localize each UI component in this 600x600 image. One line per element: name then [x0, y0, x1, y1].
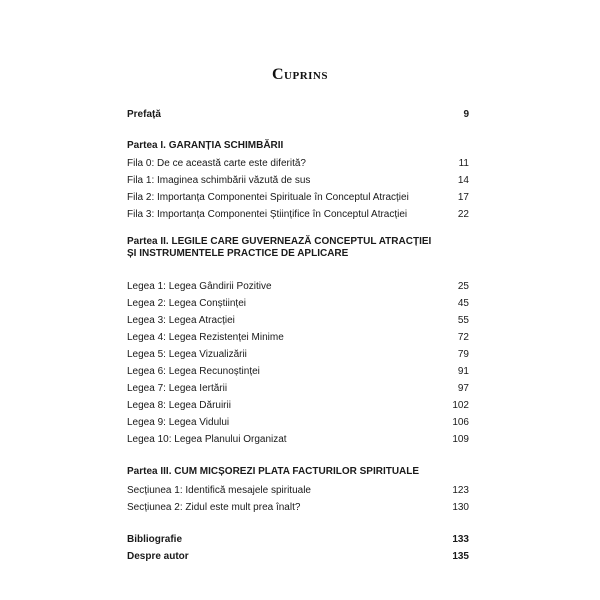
toc-entry-label: Fila 2: Importanța Componentei Spirituale în Conceptul Atracției — [127, 192, 409, 203]
toc-entry-label: Fila 0: De ce această carte este diferită? — [127, 158, 306, 169]
toc-entry-label: Prefață — [127, 109, 161, 120]
part-2-heading-line2: ȘI INSTRUMENTELE PRACTICE DE APLICARE — [127, 248, 349, 259]
toc-entry-label: Legea 5: Legea Vizualizării — [127, 349, 247, 360]
toc-entry-label: Legea 1: Legea Gândirii Pozitive — [127, 281, 272, 292]
toc-entry-page: 55 — [457, 315, 469, 326]
toc-entry-page: 133 — [452, 534, 469, 545]
toc-entry-page: 14 — [457, 175, 469, 186]
toc-entry-label: Fila 1: Imaginea schimbării văzută de sus — [127, 175, 311, 186]
toc-entry[interactable] — [127, 208, 469, 221]
toc-entry[interactable] — [127, 484, 469, 497]
toc-entry-page: 79 — [457, 349, 469, 360]
toc-entry[interactable] — [127, 365, 469, 378]
toc-entry[interactable] — [127, 416, 469, 429]
toc-entry-page: 45 — [457, 298, 469, 309]
toc-entry-preface[interactable] — [127, 108, 469, 121]
toc-entry-page: 11 — [458, 158, 469, 169]
toc-entry[interactable] — [127, 382, 469, 395]
toc-entry-page: 106 — [452, 417, 469, 428]
part-1-heading[interactable] — [127, 140, 469, 152]
toc-entry[interactable] — [127, 501, 469, 514]
toc-entry-label: Legea 6: Legea Recunoștinței — [127, 366, 260, 377]
toc-entry-page: 72 — [457, 332, 469, 343]
toc-entry-label: Despre autor — [127, 551, 189, 562]
toc-entry-page: 97 — [457, 383, 469, 394]
toc-entry[interactable] — [127, 157, 469, 170]
part-1-heading-text: Partea I. GARANȚIA SCHIMBĂRII — [127, 140, 284, 151]
toc-entry[interactable] — [127, 433, 469, 446]
toc-entry-page: 9 — [463, 109, 469, 120]
toc-entry-label: Secțiunea 1: Identifică mesajele spirituale — [127, 485, 311, 496]
part-2-heading-line1: Partea II. LEGILE CARE GUVERNEAZĂ CONCEPTUL ATRACȚIEI — [127, 236, 432, 247]
part-3-heading[interactable] — [127, 466, 469, 478]
toc-entry[interactable] — [127, 348, 469, 361]
toc-entry-page: 91 — [457, 366, 469, 377]
toc-entry-label: Bibliografie — [127, 534, 183, 545]
toc-entry-label: Legea 7: Legea Iertării — [127, 383, 228, 394]
part-2-heading[interactable] — [127, 236, 469, 260]
toc-entry-label: Legea 10: Legea Planului Organizat — [127, 434, 287, 445]
toc-entry[interactable] — [127, 399, 469, 412]
toc-entry-page: 102 — [452, 400, 469, 411]
toc-entry-label: Secțiunea 2: Zidul este mult prea înalt? — [127, 502, 301, 513]
toc-entry[interactable] — [127, 280, 469, 293]
toc-entry[interactable] — [127, 191, 469, 204]
toc-entry[interactable] — [127, 331, 469, 344]
toc-entry-page: 123 — [452, 485, 469, 496]
toc-entry-page: 109 — [452, 434, 469, 445]
toc-entry-page: 130 — [452, 502, 469, 513]
toc-entry-page: 135 — [452, 551, 469, 562]
toc-entry[interactable] — [127, 314, 469, 327]
toc-entry-bibliography[interactable] — [127, 533, 469, 546]
toc-entry-label: Legea 9: Legea Vidului — [127, 417, 230, 428]
toc-entry[interactable] — [127, 297, 469, 310]
toc-entry[interactable] — [127, 174, 469, 187]
toc-entry-page: 25 — [457, 281, 469, 292]
toc-entry-label: Fila 3: Importanța Componentei Științifice în Conceptul Atracției — [127, 209, 408, 220]
toc-entry-label: Legea 3: Legea Atracției — [127, 315, 235, 326]
toc-entry-label: Legea 2: Legea Conștiinței — [127, 298, 246, 309]
toc-entry-label: Legea 8: Legea Dăruirii — [127, 400, 231, 411]
toc-entry-about-author[interactable] — [127, 550, 469, 563]
toc-entry-page: 17 — [457, 192, 469, 203]
toc-entry-page: 22 — [457, 209, 469, 220]
part-3-heading-text: Partea III. CUM MICȘOREZI PLATA FACTURILOR SPIRITUALE — [127, 466, 420, 477]
toc-entry-label: Legea 4: Legea Rezistenței Minime — [127, 332, 284, 343]
page-title: Cuprins — [271, 66, 328, 83]
